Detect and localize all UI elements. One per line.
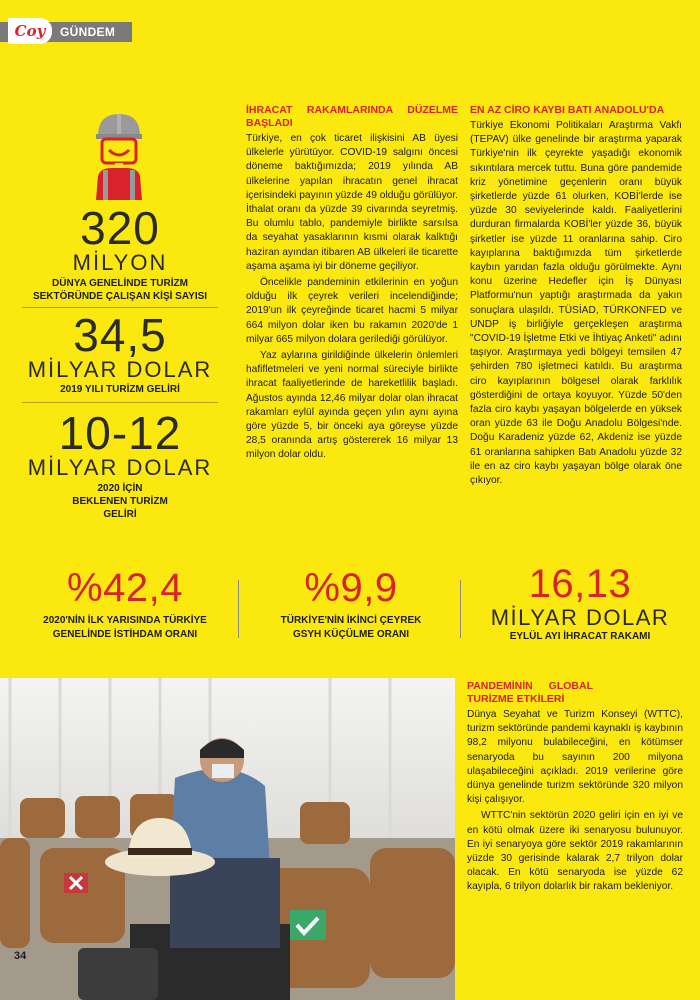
article-paragraph: Dünya Seyahat ve Turizm Konseyi (WTTC), turizm sektöründe pandemi kaynaklı iş kaybının 98,2 milyonu bulabileceğini, en kötümser senaryoda bu sayının 200 milyona ulaşabileceğini açıkladı. 2019 verilerine göre dünya genelinde turizm sektöründe 320 milyon kişi çalışıyor. — [467, 709, 683, 806]
divider — [22, 307, 218, 308]
stat-unit: MİLYAR DOLAR — [27, 357, 213, 382]
airport-traveler-photo — [0, 678, 455, 1000]
stat-unit: MİLYON — [72, 250, 168, 275]
article-paragraph: Türkiye Ekonomi Politikaları Araştırma Vakfı (TEPAV) ülke genelinde bir araştırma yaparak Türkiye'nin ilk çeyrekte yaşadığı ekonomik sıkıntılara mercek tuttu. Buna göre pandemide kriz yönetimine geçenlerin oranı büyük şirketlerde yüzde 61 olurken, KOBİ'lerde ise yüzde 30 seviyelerinde kaldı. Faaliyetlerini durduran firmalarda KOBİ'ler yüzde 36, büyük şirketler ise yüzde 11 oranlarına sahip. Ciro kayıplarına baktığımızda tüm şirketlerde kaybın yarıdan fazla olduğu görülmekte. Aynı konu üzerine Hedefler için İş Dünyası Platformu'nun yaptığı araştırmada da yakın sonuçlara ulaşıldı. TÜSİAD, TÜRKONFED ve UNDP iş birliğiyle gerçekleşen araştırma "COVID-19 İşletme Etki ve İhtiyaç Anketi" adını taşıyor. Araştırmaya yedi bölgeyi temsilen 47 şehirden 780 işletmeci katıldı. Bu araştırma ciro kayıplarının bölgesel olarak farklılık gösterdiğini de ortaya koyuyor. Yüzde 50'den fazla ciro kaybı yaşayan bölgelerde en yüksek oran yüzde 63 ile Doğu Anadolu Bölgesi'nde. Doğu Karadeniz yüzde 62, Akdeniz ise yüzde 61 oranlarına sahipken Batı Anadolu yüzde 32 ile en az ciro kaybı yaşayan bölge olarak öne çıkıyor. — [470, 120, 682, 487]
divider — [460, 580, 461, 638]
stat-caption: 2020'NİN İLK YARISINDA TÜRKİYE GENELİNDE İSTİHDAM ORANI — [43, 615, 207, 640]
stat-number: %9,9 — [304, 566, 398, 610]
stat-caption: DÜNYA GENELİNDE TURİZM SEKTÖRÜNDE ÇALIŞAN KİŞİ SAYISI — [32, 278, 208, 302]
stat-2019-revenue — [20, 309, 220, 396]
article-heading: EN AZ CİRO KAYBI BATI ANADOLU'DA — [470, 104, 665, 116]
band-stat-employment — [30, 566, 220, 642]
worker-hardhat-icon — [94, 110, 144, 200]
stat-unit: MİLYAR DOLAR — [490, 605, 670, 630]
stat-caption: 2019 YILI TURİZM GELİRİ — [60, 384, 180, 395]
article-global-turizm — [467, 680, 683, 895]
stat-number: %42,4 — [67, 566, 183, 610]
article-paragraph: Türkiye, en çok ticaret ilişkisini AB üyesi ülkelerle yürütüyor. COVID-19 salgını öncesi döneme baktığımızda; 2019 yılında AB ülkelerine yapılan ihracatın genel ihracat içerisindeki payının yüzde 49 olduğu görülüyor. İthalat oranı da yüzde 39 civarında seyretmiş. Bu olumlu tablo, pandemiyle birlikte sarsılsa da seyahat yasaklarının kısmi olarak kalktığı haziran ayından itibaren AB ülkeleri ile ticarette aşama aşama iyi bir döneme geçiliyor. — [246, 133, 458, 272]
article-ihracat — [246, 104, 458, 463]
page-number: 34 — [14, 950, 27, 962]
stat-number: 34,5 — [73, 309, 167, 361]
stat-2020-revenue — [20, 407, 220, 521]
article-heading: PANDEMİNİN GLOBAL TURİZME ETKİLERİ — [467, 680, 593, 705]
stat-caption: 2020 İÇİN BEKLENEN TURİZM GELİRİ — [72, 483, 168, 520]
stat-number: 320 — [80, 202, 160, 254]
band-stat-export — [480, 562, 680, 644]
article-paragraph: Öncelikle pandeminin etkilerinin en yoğun olduğu ilk çeyrek verileri incelendiğinde; 2019'un ilk çeyreğinde ticaret hacmi 5 milyar 664 milyon dolar iken bu rakamın 2020'de 1 milyar 665 milyon dolara gerilediği görülüyor. — [246, 277, 458, 345]
divider — [238, 580, 239, 638]
stat-number: 10-12 — [58, 407, 182, 459]
stat-caption: TÜRKİYE'NİN İKİNCİ ÇEYREK GSYH KÜÇÜLME ORANI — [280, 615, 422, 640]
stat-unit: MİLYAR DOLAR — [27, 455, 213, 480]
divider — [22, 402, 218, 403]
article-ciro-kaybi — [470, 104, 682, 488]
article-heading: İHRACAT RAKAMLARINDA DÜZELME BAŞLADI — [246, 104, 458, 129]
magazine-logo: Coy — [8, 18, 52, 44]
stat-number: 16,13 — [528, 562, 632, 606]
article-paragraph: Yaz aylarına girildiğinde ülkelerin önlemleri hafifletmeleri ve yeni normal süreciyle birlikte ihracat faaliyetlerinde de hareketlilik başladı. Ağustos ayında 12,46 milyar dolar olan ihracat rakamları eylül ayında geçen yılın aynı ayına göre yüzde 5, bir önceki aya göreyse yüzde 28,5 oranında artış göstererek 16 milyar 13 milyon dolar oldu. — [246, 350, 458, 461]
band-stat-gdp — [256, 566, 446, 642]
section-title: GÜNDEM — [60, 25, 116, 39]
stat-caption: EYLÜL AYI İHRACAT RAKAMI — [509, 631, 651, 642]
article-paragraph: WTTC'nin sektörün 2020 geliri için en iyi ve en kötü olmak üzere iki senaryosu bulunuyor. En iyi senaryoya göre sektör 2019 rakamlarının yüzde 30 gerisinde kalarak 2,7 trilyon dolar olacak. En kötü senaryoda ise yüzde 62 kayıpla, 6 trilyon dolarlık bir rakam bekleniyor. — [467, 810, 683, 893]
stat-employees — [20, 202, 220, 303]
